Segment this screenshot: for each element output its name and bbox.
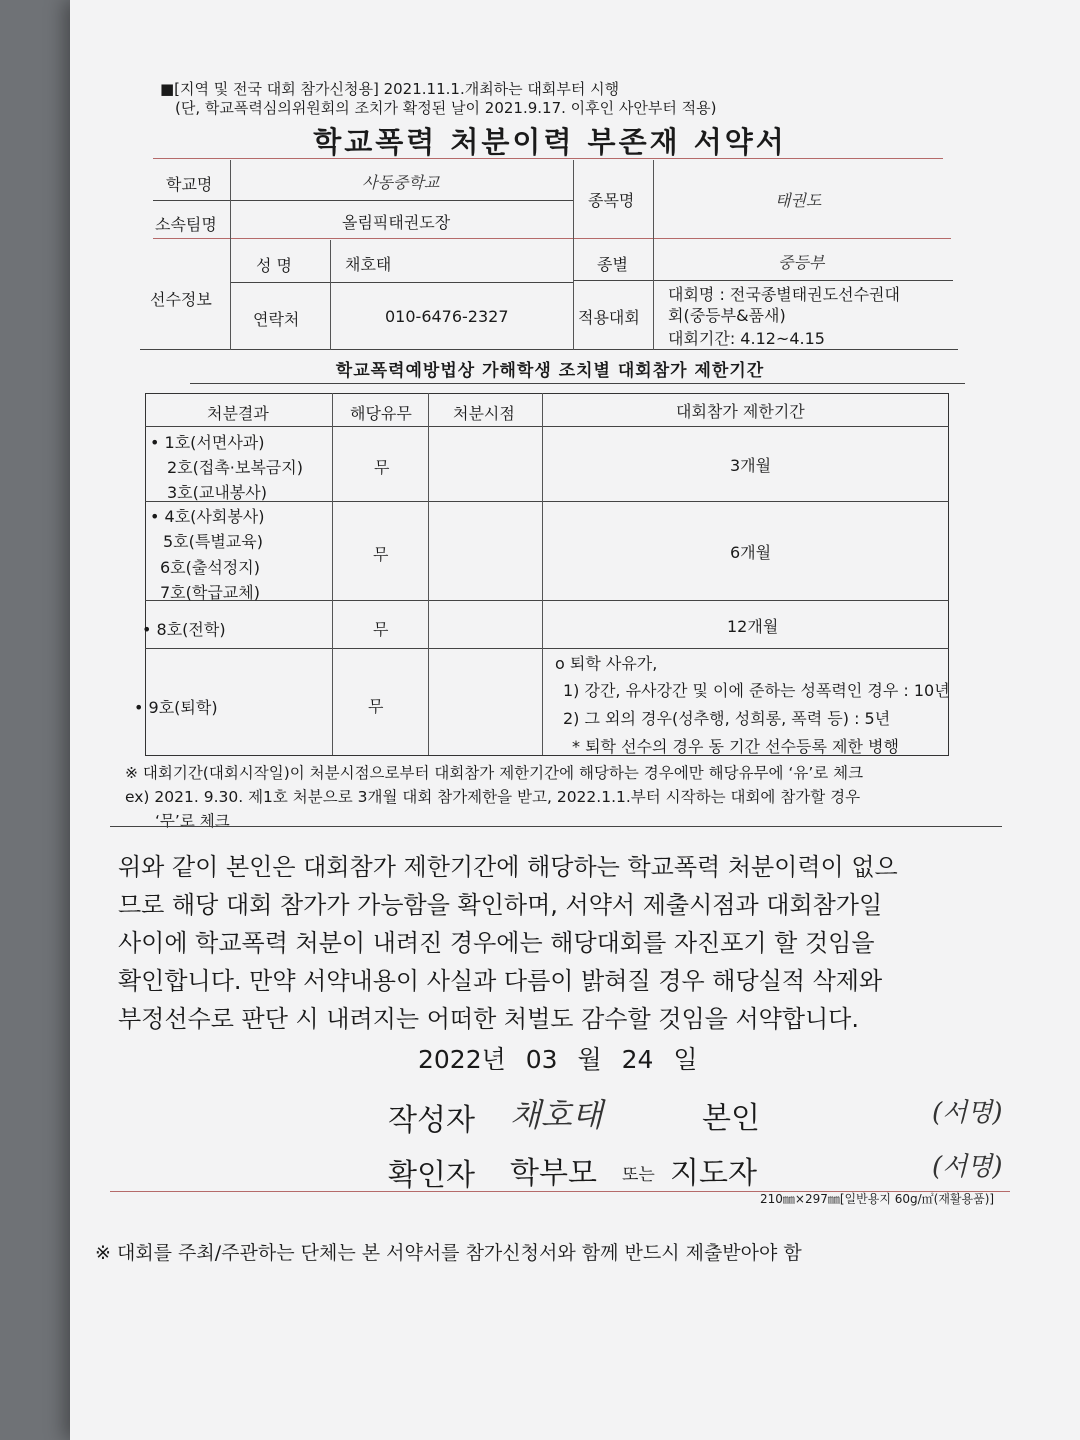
info-bottom-line [140,349,958,350]
row3-result: • 8호(전학) [142,620,226,639]
name-value: 채호태 [345,255,392,274]
school-value: 사동중학교 [362,173,440,192]
info-vline [330,240,331,350]
row2-result: 5호(특별교육) [163,532,263,551]
writer-label: 작성자 [388,1103,475,1138]
table-vline [428,393,429,755]
row1-period: 3개월 [730,456,772,475]
info-vline [573,160,574,350]
table-example-cont: ‘무’로 체크 [155,812,230,830]
pledge-date [418,1040,698,1076]
writer-handwritten-name: 채호태 [510,1096,603,1134]
row4-period-line: 2) 그 외의 경우(성추행, 성희롱, 폭력 등) : 5년 [563,709,891,728]
date-day: 24 [621,1045,654,1074]
document-page [70,0,1080,1440]
info-line [153,238,951,239]
category-value: 중등부 [778,253,825,272]
table-note: ※ 대회기간(대회시작일)이 처분시점으로부터 대회참가 제한기간에 해당하는 경우에만 해당유무에 ‘유’로 체크 [125,764,864,782]
paper-spec: 210㎜×297㎜[일반용지 60g/㎡(재활용품)] [760,1192,995,1206]
info-line [230,282,573,283]
row2-period: 6개월 [730,543,772,562]
date-year: 2022년 [418,1045,506,1074]
table-vline [332,393,333,755]
row1-result: 3호(교내봉사) [167,483,267,502]
event-value: 태권도 [775,191,822,210]
coach-signature: (서명) [932,1152,1003,1182]
table-header-line [145,426,949,427]
or-label: 또는 [622,1165,655,1185]
pledge-line: 므로 해당 대회 참가가 가능함을 확인하며, 서약서 제출시점과 대회참가일 [118,891,883,919]
self-signature: (서명) [932,1098,1003,1128]
row1-result: 2호(접촉·보복금지) [167,458,303,477]
coach-label: 지도자 [670,1156,757,1191]
restriction-title-underline [190,383,965,384]
row3-period: 12개월 [727,617,779,636]
date-day-unit: 일 [673,1045,698,1074]
team-value: 올림픽태권도장 [342,213,451,232]
info-line [573,280,953,281]
team-label: 소속팀명 [155,215,217,234]
category-label: 종별 [597,255,628,274]
confirmer-label: 확인자 [388,1158,475,1193]
footer-note: ※ 대회를 주최/주관하는 단체는 본 서약서를 참가신청서와 함께 반드시 제출받아야 함 [95,1242,802,1264]
table-vline [542,393,543,755]
row4-period-line: o 퇴학 사유가, [555,654,658,673]
contact-value: 010-6476-2327 [385,307,509,326]
restriction-title: 학교폭력예방법상 가해학생 조치별 대회참가 제한기간 [335,361,765,381]
table-row-line [145,600,949,601]
table-example: ex) 2021. 9.30. 제1호 처분으로 3개월 대회 참가제한을 받고, 2022.1.1.부터 시작하는 대회에 참가할 경우 [125,788,861,806]
parent-label: 학부모 [510,1156,597,1191]
header-result: 처분결과 [207,404,269,423]
row4-period-line: 1) 강간, 유사강간 및 이에 준하는 성폭력인 경우 : 10년 [563,681,950,700]
row4-applicable: 무 [368,697,384,716]
row1-applicable: 무 [374,458,390,477]
competition-period: 대회기간: 4.12~4.15 [668,329,825,348]
competition-name-line2: 회(중등부&품새) [668,306,786,325]
contact-label: 연락처 [253,310,300,329]
competition-label: 적용대회 [578,308,640,327]
restriction-table [145,393,949,756]
row2-result: 6호(출석정지) [160,558,260,577]
event-label: 종목명 [588,191,635,210]
info-top-line [153,158,943,159]
pledge-line: 위와 같이 본인은 대회참가 제한기간에 해당하는 학교폭력 처분이력이 없으 [118,853,898,881]
info-line [153,200,573,201]
self-label: 본인 [702,1101,760,1136]
info-vline [230,160,231,350]
pledge-line: 사이에 학교폭력 처분이 내려진 경우에는 해당대회를 자진포기 할 것임을 [118,929,875,957]
row2-applicable: 무 [373,545,389,564]
date-month-unit: 월 [577,1045,602,1074]
pledge-line: 확인합니다. 만약 서약내용이 사실과 다름이 밝혀질 경우 해당실적 삭제와 [118,967,883,995]
document-title: 학교폭력 처분이력 부존재 서약서 [313,125,787,159]
header-applicable: 해당유무 [350,404,412,423]
header-period: 대회참가 제한기간 [676,402,805,421]
row2-result: • 4호(사회봉사) [150,507,265,526]
competition-name-line1: 대회명 : 전국종별태권도선수권대 [668,285,900,304]
date-month: 03 [525,1045,558,1074]
row1-result: • 1호(서면사과) [150,433,265,452]
name-label: 성 명 [256,256,292,275]
header-notice: ■[지역 및 전국 대회 참가신청용] 2021.11.1.개최하는 대회부터 시행 [160,80,620,98]
pledge-line: 부정선수로 판단 시 내려지는 어떠한 처벌도 감수할 것임을 서약합니다. [118,1005,859,1033]
player-info-label: 선수정보 [150,290,212,309]
row4-period-line: * 퇴학 선수의 경우 동 기간 선수등록 제한 병행 [572,737,899,756]
table-row-line [145,648,949,649]
note-divider [110,826,1002,827]
row2-result: 7호(학급교체) [160,583,260,602]
header-subnotice: (단, 학교폭력심의위원회의 조치가 확정된 날이 2021.9.17. 이후인 사안부터 적용) [175,99,717,117]
info-vline [653,160,654,350]
pledge-text [118,848,998,1038]
row4-result: • 9호(퇴학) [134,698,218,717]
school-label: 학교명 [166,175,213,194]
header-time: 처분시점 [453,404,515,423]
row3-applicable: 무 [373,620,389,639]
